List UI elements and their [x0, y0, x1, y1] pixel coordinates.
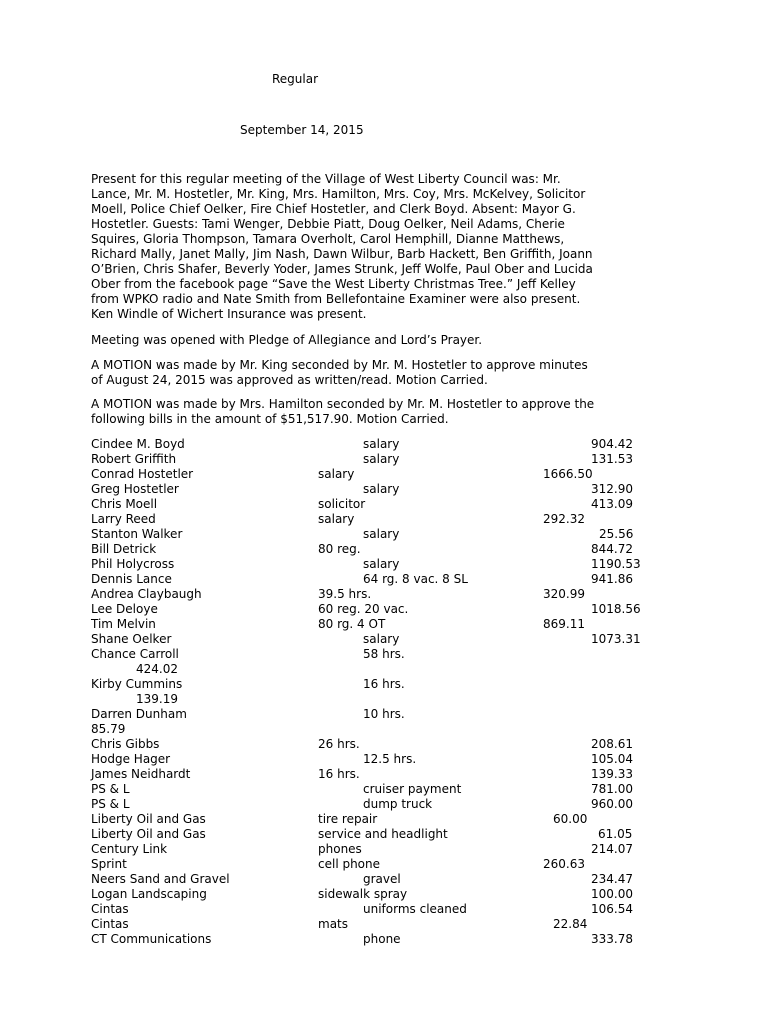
bills-motion-paragraph: A MOTION was made by Mrs. Hamilton seconded by Mr. M. Hostetler to approve the following bills in the amount of $51,517.90. Motion Carried. [91, 397, 595, 426]
bill-payee: Logan Landscaping [91, 887, 207, 901]
bill-payee: Neers Sand and Gravel [91, 872, 230, 886]
bill-description: salary [363, 632, 400, 646]
bill-payee: Robert Griffith [91, 452, 177, 466]
bill-amount: 781.00 [591, 782, 633, 796]
bill-amount: 208.61 [591, 737, 633, 751]
bill-description: salary [318, 467, 355, 481]
bill-payee: Lee Deloye [91, 602, 158, 616]
bill-payee: Chris Gibbs [91, 737, 160, 751]
bill-amount: 61.05 [598, 827, 633, 841]
bill-payee: Cindee M. Boyd [91, 437, 185, 451]
bill-payee: Tim Melvin [91, 617, 156, 631]
bill-amount: 85.79 [91, 722, 126, 736]
bill-payee: Chris Moell [91, 497, 158, 511]
attendance-paragraph: Present for this regular meeting of the Village of West Liberty Council was: Mr. Lance, Mr. M. Hostetler, Mr. King, Mrs. Hamilton, Mrs. Coy, Mrs. McKelvey, Solicitor Moell, Police Chief Oelker, Fire Chief Hostetler, and Clerk Boyd. Absent: Mayor G. Hostetler. Guests: Tami Wenger, Debbie Piatt, Doug Oelker, Neil Adams, Cherie Squires, Gloria Thompson, Tamara Overholt, Carol Hemphill, Dianne Matthews, Richard Mally, Janet Mally, Jim Nash, Dawn Wilbur, Barb Hackett, Ben Griffith, Joann O’Brien, Chris Shafer, Beverly Yoder, James Strunk, Jeff Wolfe, Paul Ober and Lucida Ober from the facebook page “Save the West Liberty Christmas Tree.” Jeff Kelley from WPKO radio and Nate Smith from Bellefontaine Examiner were also present. Ken Windle of Wichert Insurance was present. [91, 172, 593, 321]
bill-description: salary [363, 482, 400, 496]
bill-description: 26 hrs. [318, 737, 360, 751]
bill-description: phones [318, 842, 362, 856]
bill-row [0, 707, 770, 736]
bill-amount: 869.11 [543, 617, 585, 631]
bill-payee: Bill Detrick [91, 542, 157, 556]
bill-amount: 60.00 [553, 812, 588, 826]
bill-amount: 1018.56 [591, 602, 641, 616]
bill-row [0, 677, 770, 706]
bill-payee: Larry Reed [91, 512, 156, 526]
bill-payee: PS & L [91, 782, 130, 796]
bill-amount: 260.63 [543, 857, 585, 871]
bill-amount: 139.33 [591, 767, 633, 781]
bill-amount: 292.32 [543, 512, 585, 526]
bill-description: 60 reg. 20 vac. [318, 602, 409, 616]
bill-payee: Shane Oelker [91, 632, 172, 646]
bill-payee: Cintas [91, 902, 129, 916]
bill-description: cell phone [318, 857, 381, 871]
bill-description: uniforms cleaned [363, 902, 467, 916]
bill-description: 64 rg. 8 vac. 8 SL [363, 572, 468, 586]
bill-row [0, 512, 770, 527]
bill-payee: Andrea Claybaugh [91, 587, 202, 601]
bill-row [0, 602, 770, 617]
bill-amount: 234.47 [591, 872, 633, 886]
bill-amount: 312.90 [591, 482, 633, 496]
bill-row [0, 632, 770, 647]
bill-row [0, 902, 770, 917]
bill-payee: Sprint [91, 857, 127, 871]
bill-description: 10 hrs. [363, 707, 405, 721]
bill-description: 80 reg. [318, 542, 361, 556]
bill-amount: 105.04 [591, 752, 633, 766]
bill-payee: Cintas [91, 917, 129, 931]
bill-payee: Hodge Hager [91, 752, 171, 766]
bill-amount: 320.99 [543, 587, 585, 601]
bill-description: salary [363, 557, 400, 571]
bill-amount: 131.53 [591, 452, 633, 466]
bill-row [0, 587, 770, 602]
bill-row [0, 437, 770, 452]
bill-description: sidewalk spray [318, 887, 408, 901]
bill-description: phone [363, 932, 401, 946]
bill-description: gravel [363, 872, 401, 886]
bill-payee: Stanton Walker [91, 527, 183, 541]
bill-description: salary [363, 527, 400, 541]
bill-payee: Darren Dunham [91, 707, 187, 721]
bill-row [0, 452, 770, 467]
bill-row [0, 497, 770, 512]
bill-row [0, 887, 770, 902]
minutes-motion-paragraph: A MOTION was made by Mr. King seconded by Mr. M. Hostetler to approve minutes of August 24, 2015 was approved as written/read. Motion Carried. [91, 358, 588, 387]
bill-row [0, 782, 770, 797]
bill-row [0, 557, 770, 572]
bill-amount: 214.07 [591, 842, 633, 856]
bill-description: 16 hrs. [318, 767, 360, 781]
bill-amount: 904.42 [591, 437, 633, 451]
document-heading: Regular [272, 72, 319, 86]
bill-amount: 22.84 [553, 917, 588, 931]
bill-description: tire repair [318, 812, 378, 826]
bill-amount: 413.09 [591, 497, 633, 511]
bill-description: service and headlight [318, 827, 448, 841]
bill-description: 16 hrs. [363, 677, 405, 691]
bill-description: 58 hrs. [363, 647, 405, 661]
bill-row [0, 737, 770, 752]
meeting-date: September 14, 2015 [240, 123, 364, 137]
bill-amount: 1190.53 [591, 557, 641, 571]
bill-row [0, 872, 770, 887]
bill-row [0, 917, 770, 932]
bill-row [0, 932, 770, 947]
bill-amount: 960.00 [591, 797, 633, 811]
bill-row [0, 647, 770, 676]
bill-row [0, 542, 770, 557]
bill-description: 39.5 hrs. [318, 587, 372, 601]
opening-paragraph: Meeting was opened with Pledge of Allegiance and Lord’s Prayer. [91, 333, 483, 347]
bill-description: salary [363, 437, 400, 451]
bill-amount: 424.02 [136, 662, 178, 676]
bill-payee: James Neidhardt [91, 767, 191, 781]
bill-amount: 333.78 [591, 932, 633, 946]
bill-row [0, 467, 770, 482]
bill-description: dump truck [363, 797, 433, 811]
bill-amount: 844.72 [591, 542, 633, 556]
bill-payee: Dennis Lance [91, 572, 172, 586]
bill-row [0, 527, 770, 542]
bill-payee: Century Link [91, 842, 168, 856]
bill-row [0, 617, 770, 632]
bill-payee: Liberty Oil and Gas [91, 812, 206, 826]
bill-payee: Phil Holycross [91, 557, 175, 571]
bill-description: mats [318, 917, 348, 931]
bill-row [0, 767, 770, 782]
bill-description: solicitor [318, 497, 366, 511]
bill-amount: 25.56 [599, 527, 634, 541]
bill-amount: 1666.50 [543, 467, 593, 481]
bill-row [0, 842, 770, 857]
bill-payee: PS & L [91, 797, 130, 811]
bill-payee: Liberty Oil and Gas [91, 827, 206, 841]
bill-payee: Conrad Hostetler [91, 467, 194, 481]
bill-amount: 100.00 [591, 887, 633, 901]
bill-description: salary [318, 512, 355, 526]
bill-row [0, 482, 770, 497]
bill-row [0, 797, 770, 812]
bill-payee: Chance Carroll [91, 647, 179, 661]
bill-row [0, 827, 770, 842]
bill-amount: 106.54 [591, 902, 633, 916]
bill-row [0, 572, 770, 587]
bill-description: 80 rg. 4 OT [318, 617, 386, 631]
bill-amount: 1073.31 [591, 632, 641, 646]
bill-row [0, 857, 770, 872]
bill-amount: 139.19 [136, 692, 178, 706]
bill-amount: 941.86 [591, 572, 633, 586]
bill-payee: Greg Hostetler [91, 482, 179, 496]
bill-row [0, 752, 770, 767]
bill-row [0, 812, 770, 827]
bill-payee: Kirby Cummins [91, 677, 183, 691]
bill-description: cruiser payment [363, 782, 462, 796]
bill-description: salary [363, 452, 400, 466]
bill-payee: CT Communications [91, 932, 212, 946]
bill-description: 12.5 hrs. [363, 752, 417, 766]
